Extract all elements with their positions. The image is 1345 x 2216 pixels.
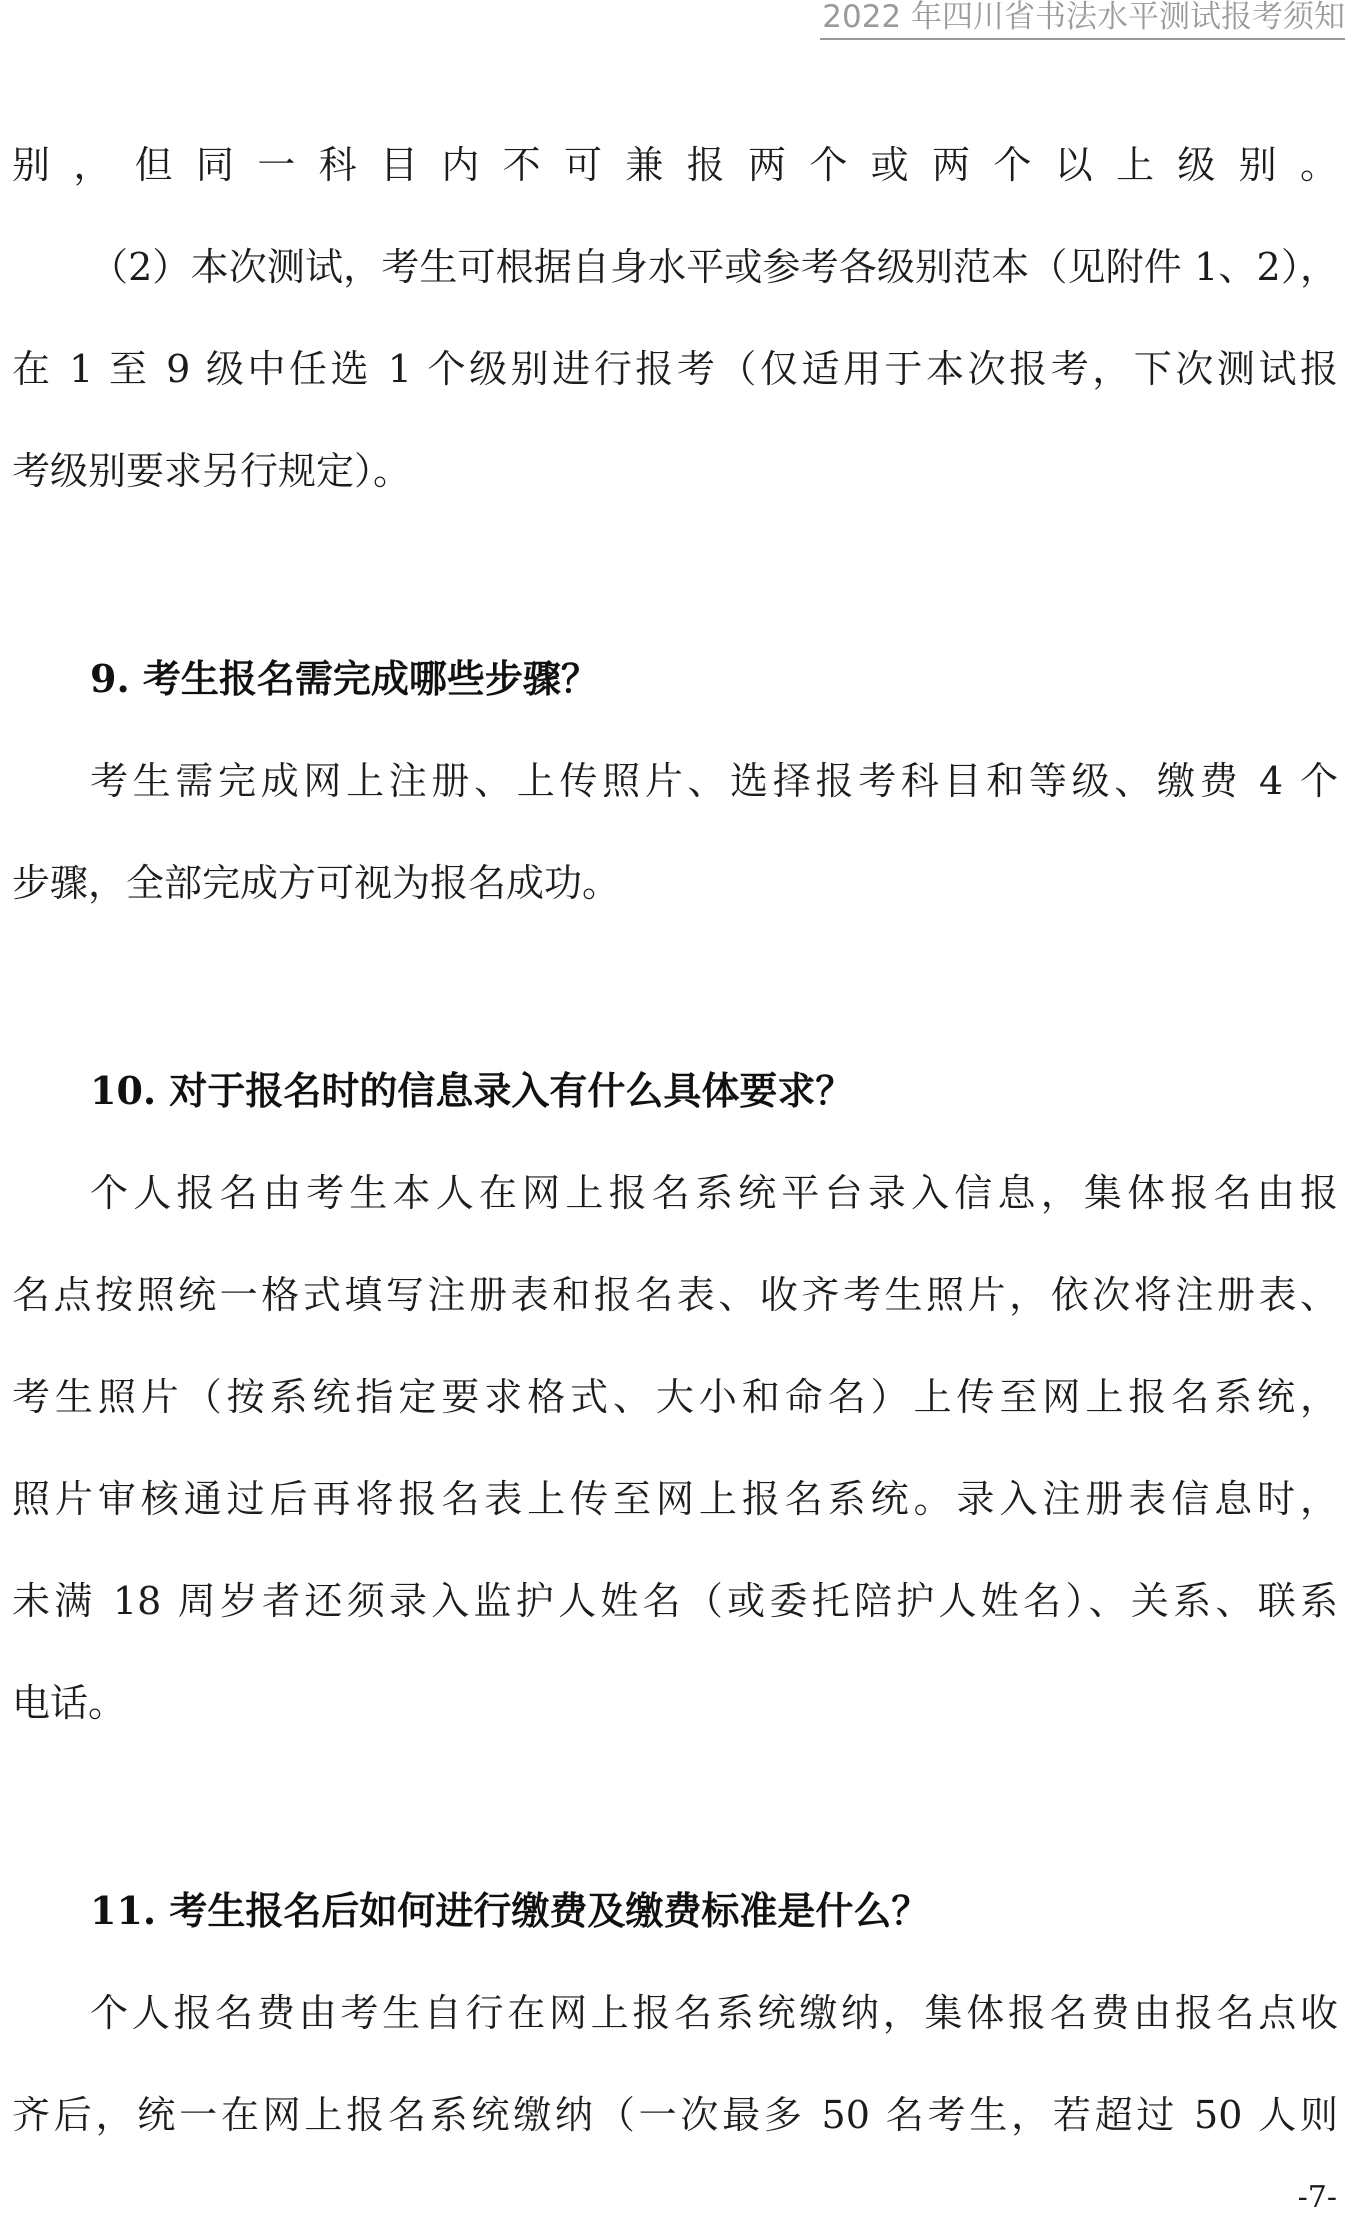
question-9-heading: 9. 考生报名需完成哪些步骤？ (90, 656, 599, 701)
body-line: （2）本次测试，考生可根据自身水平或参考各级别范本（见附件 1、2）， (90, 245, 1338, 289)
body-line: 考级别要求另行规定）。 (12, 449, 412, 493)
answer-line: 齐后，统一在网上报名系统缴纳（一次最多 50 名考生，若超过 50 人则 (12, 2093, 1338, 2137)
answer-line: 名点按照统一格式填写注册表和报名表、收齐考生照片，依次将注册表、 (12, 1273, 1338, 1317)
answer-line: 个人报名费由考生自行在网上报名系统缴纳，集体报名费由报名点收 (90, 1991, 1338, 2035)
body-line: 别，但同一科目内不可兼报两个或两个以上级别。 (12, 143, 1338, 187)
question-10-heading: 10. 对于报名时的信息录入有什么具体要求？ (90, 1068, 854, 1113)
answer-line: 电话。 (12, 1681, 127, 1725)
answer-line: 照片审核通过后再将报名表上传至网上报名系统。录入注册表信息时， (12, 1477, 1338, 1521)
answer-line: 考生照片（按系统指定要求格式、大小和命名）上传至网上报名系统， (12, 1375, 1338, 1419)
body-line: 在 1 至 9 级中任选 1 个级别进行报考（仅适用于本次报考，下次测试报 (12, 347, 1338, 391)
page-number: -7- (1297, 2180, 1337, 2215)
answer-line: 步骤，全部完成方可视为报名成功。 (12, 861, 621, 905)
question-11-heading: 11. 考生报名后如何进行缴费及缴费标准是什么？ (90, 1888, 930, 1933)
answer-line: 未满 18 周岁者还须录入监护人姓名（或委托陪护人姓名）、关系、联系 (12, 1579, 1338, 1623)
answer-line: 个人报名由考生本人在网上报名系统平台录入信息，集体报名由报 (90, 1171, 1338, 1215)
running-header: 2022 年四川省书法水平测试报考须知 (820, 0, 1345, 40)
answer-line: 考生需完成网上注册、上传照片、选择报考科目和等级、缴费 4 个 (90, 759, 1338, 803)
